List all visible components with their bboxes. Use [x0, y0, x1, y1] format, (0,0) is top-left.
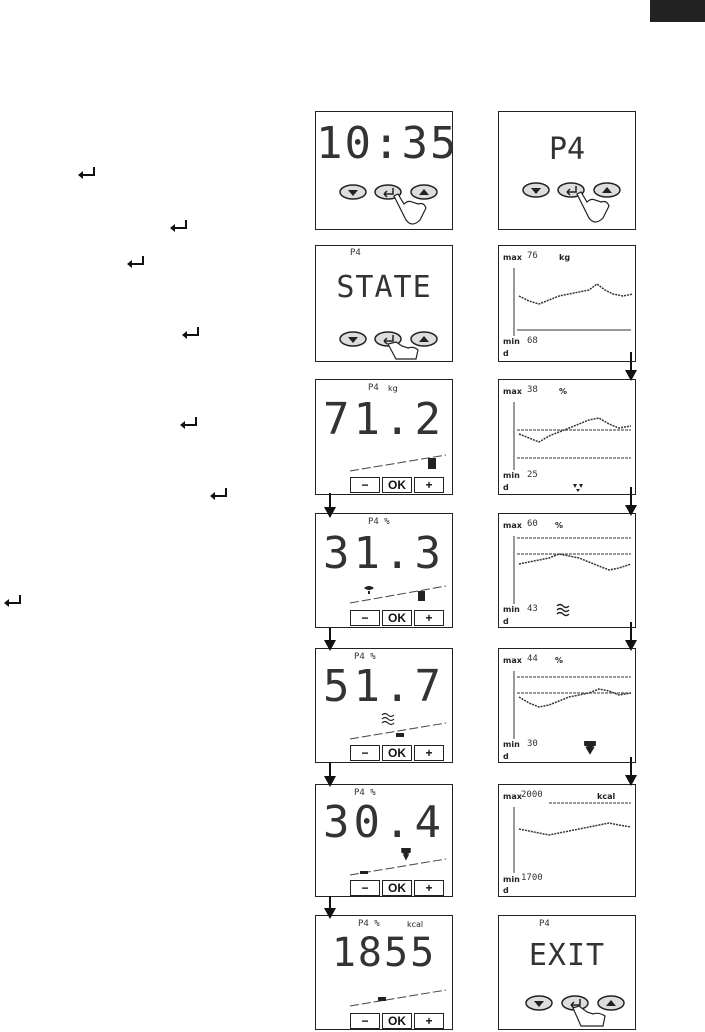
axis-label: d — [503, 617, 509, 626]
state-title: STATE — [336, 270, 432, 305]
muscle-icon — [402, 848, 410, 859]
axis-label: d — [503, 886, 509, 895]
trend-plot — [499, 649, 637, 764]
down-arrow-icon — [323, 628, 337, 652]
axis-label: d — [503, 483, 509, 492]
button-row — [499, 112, 637, 231]
minus-key[interactable]: − — [350, 880, 380, 896]
program-label: P4 — [350, 248, 361, 258]
minus-key[interactable]: − — [350, 1013, 380, 1029]
max-value: 38 — [527, 385, 538, 395]
unit-label: kcal — [597, 792, 616, 801]
ok-key[interactable]: OK — [382, 477, 412, 493]
plus-key[interactable]: + — [414, 477, 444, 493]
min-label: min — [503, 337, 520, 346]
min-label: min — [503, 875, 520, 884]
program-label: P4 % — [354, 652, 376, 662]
key-row — [350, 477, 444, 493]
fat-value: 31.3 — [323, 528, 445, 579]
display-weight — [315, 379, 453, 495]
max-value: 60 — [527, 519, 538, 529]
kcal-value: 1855 — [331, 930, 437, 976]
unit-label: % — [555, 656, 564, 665]
enter-icon — [125, 255, 147, 269]
finger-icon — [388, 342, 418, 359]
down-arrow-icon — [323, 896, 337, 920]
down-arrow-icon — [624, 487, 638, 517]
clock-time: 10:35 — [316, 118, 459, 169]
display-kcal — [315, 915, 453, 1030]
key-row — [350, 1013, 444, 1029]
max-label: max — [503, 656, 522, 665]
min-value: 68 — [527, 336, 538, 346]
trend-plot — [499, 380, 637, 496]
min-label: min — [503, 471, 520, 480]
max-value: 44 — [527, 654, 538, 664]
max-label: max — [503, 792, 522, 801]
min-label: min — [503, 605, 520, 614]
unit-label: % — [555, 521, 564, 530]
down-arrow-icon — [323, 493, 337, 519]
graph-water — [498, 513, 636, 628]
unit-label: kg — [388, 384, 398, 393]
min-value: 25 — [527, 470, 538, 480]
unit-label: % — [559, 387, 568, 396]
down-arrow-icon — [624, 622, 638, 652]
enter-icon — [208, 487, 230, 501]
key-row — [350, 610, 444, 626]
max-label: max — [503, 387, 522, 396]
key-row — [350, 745, 444, 761]
ok-key[interactable]: OK — [382, 880, 412, 896]
graph-kcal — [498, 784, 636, 897]
axis-label: d — [503, 752, 509, 761]
axis-label: d — [503, 349, 509, 358]
enter-icon — [76, 166, 98, 180]
display-water — [315, 648, 453, 763]
down-arrow-icon — [624, 352, 638, 382]
plus-key[interactable]: + — [414, 1013, 444, 1029]
unit-label: kcal — [407, 920, 424, 929]
minus-key[interactable]: − — [350, 477, 380, 493]
program-title: P4 — [548, 132, 586, 167]
enter-icon — [2, 594, 24, 608]
min-value: 1700 — [521, 873, 543, 883]
display-program — [498, 111, 636, 230]
water-value: 51.7 — [323, 661, 445, 712]
ok-key[interactable]: OK — [382, 745, 412, 761]
plus-key[interactable]: + — [414, 880, 444, 896]
key-row — [350, 880, 444, 896]
program-label: P4 % — [368, 517, 390, 527]
water-icon — [557, 605, 569, 616]
display-state — [315, 245, 453, 362]
fat-icon — [573, 484, 583, 492]
finger-icon — [573, 1006, 605, 1026]
unit-label: kg — [559, 253, 571, 262]
water-icon — [382, 714, 394, 725]
trend-plot — [499, 785, 637, 898]
page-tab-marker — [650, 0, 705, 22]
min-label: min — [503, 740, 520, 749]
max-label: max — [503, 253, 522, 262]
fat-icon — [364, 586, 374, 594]
exit-title: EXIT — [528, 938, 606, 973]
display-muscle — [315, 784, 453, 897]
min-value: 30 — [527, 739, 538, 749]
program-label: P4 — [368, 383, 379, 393]
enter-icon — [180, 326, 202, 340]
enter-icon — [168, 219, 190, 233]
minus-key[interactable]: − — [350, 745, 380, 761]
down-arrow-icon — [323, 762, 337, 788]
max-value: 2000 — [521, 790, 543, 800]
display-clock — [315, 111, 459, 230]
muscle-icon — [585, 741, 595, 753]
program-label: P4 — [539, 919, 550, 929]
display-exit — [498, 915, 636, 1030]
ok-key[interactable]: OK — [382, 1013, 412, 1029]
program-label: P4 % — [354, 788, 376, 798]
down-arrow-icon — [624, 757, 638, 787]
max-label: max — [503, 521, 522, 530]
plus-key[interactable]: + — [414, 745, 444, 761]
min-value: 43 — [527, 604, 538, 614]
graph-fat — [498, 379, 636, 495]
button-row — [316, 112, 459, 231]
muscle-value: 30.4 — [323, 797, 445, 848]
plus-key[interactable]: + — [414, 610, 444, 626]
enter-icon — [178, 416, 200, 430]
graph-muscle — [498, 648, 636, 763]
graph-weight — [498, 245, 636, 362]
trend-plot — [499, 246, 637, 363]
display-fat — [315, 513, 453, 628]
trend-plot — [499, 514, 637, 629]
ok-key[interactable]: OK — [382, 610, 412, 626]
button-row — [316, 246, 454, 363]
weight-value: 71.2 — [323, 394, 445, 445]
program-label: P4 % — [358, 919, 380, 929]
max-value: 76 — [527, 251, 538, 261]
button-row — [499, 916, 637, 1031]
minus-key[interactable]: − — [350, 610, 380, 626]
